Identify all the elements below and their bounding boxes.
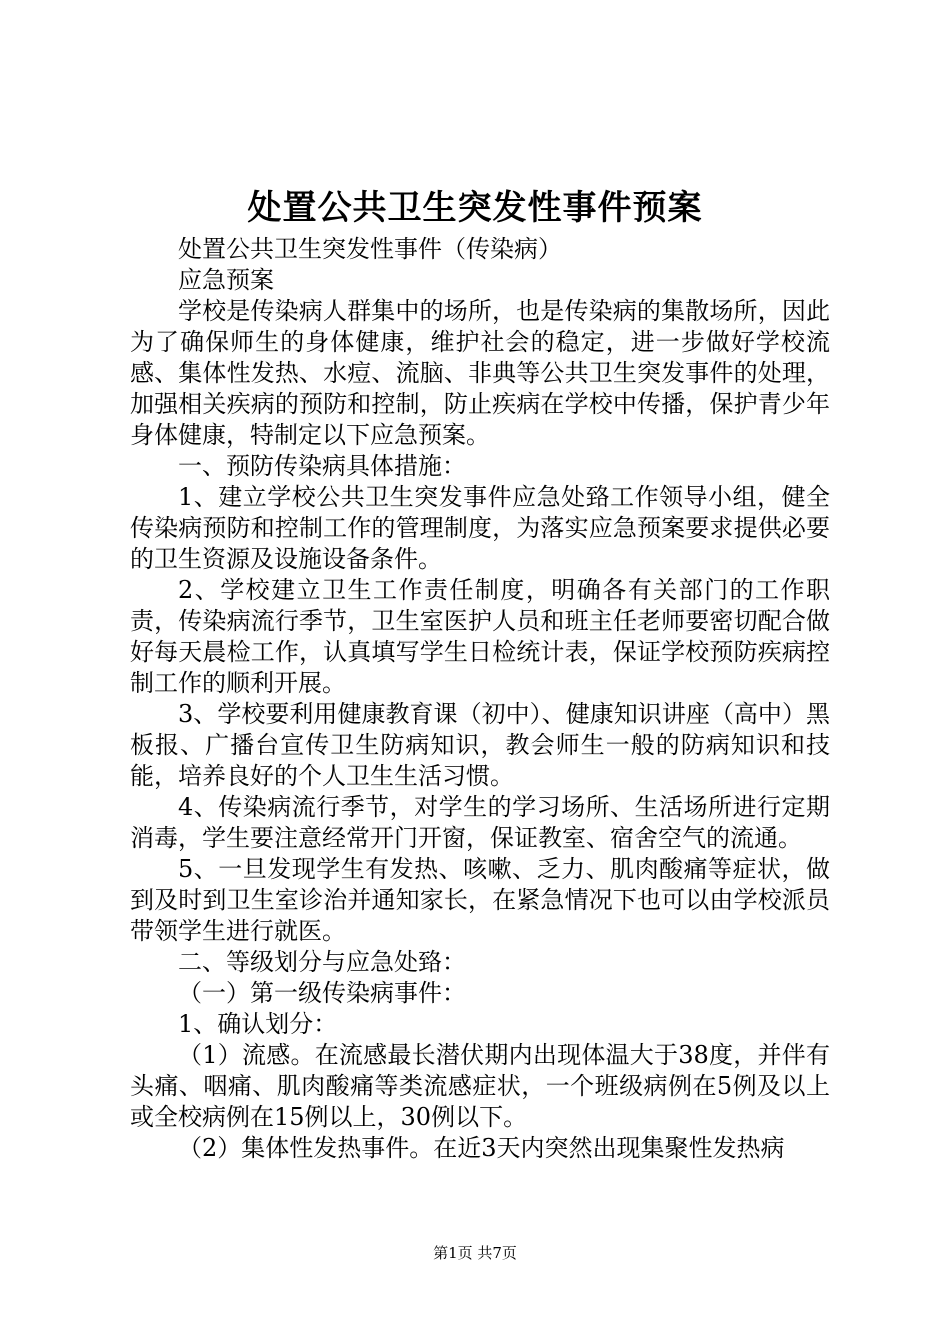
measure-item-2: 2、学校建立卫生工作责任制度，明确各有关部门的工作职责，传染病流行季节，卫生室医护人员和班主任老师要密切配合做好每天晨检工作，认真填写学生日检统计表，保证学校预防疾病控制工作的顺利开展。: [130, 576, 830, 697]
criteria-item-2: （2）集体性发热事件。在近3天内突然出现集聚性发热病: [178, 1134, 785, 1162]
document-body: [130, 234, 830, 1164]
measure-item-1: 1、建立学校公共卫生突发事件应急处臵工作领导小组，健全传染病预防和控制工作的管理制度，为落实应急预案要求提供必要的卫生资源及设施设备条件。: [130, 483, 830, 573]
section-heading-1: 一、预防传染病具体措施：: [178, 452, 466, 480]
item-heading-confirm: 1、确认划分：: [178, 1010, 338, 1038]
intro-paragraph: 学校是传染病人群集中的场所，也是传染病的集散场所，因此为了确保师生的身体健康，维护社会的稳定，进一步做好学校流感、集体性发热、水痘、流脑、非典等公共卫生突发事件的处理，加强相关疾病的预防和控制，防止疾病在学校中传播，保护青少年身体健康，特制定以下应急预案。: [130, 297, 830, 449]
section-heading-2: 二、等级划分与应急处臵：: [178, 948, 466, 976]
measure-item-5: 5、一旦发现学生有发热、咳嗽、乏力、肌肉酸痛等症状，做到及时到卫生室诊治并通知家长，在紧急情况下也可以由学校派员带领学生进行就医。: [130, 855, 830, 945]
subsection-heading-1: （一）第一级传染病事件：: [178, 979, 466, 1007]
measure-item-3: 3、学校要利用健康教育课（初中）、健康知识讲座（高中）黑板报、广播台宣传卫生防病知识，教会师生一般的防病知识和技能，培养良好的个人卫生生活习惯。: [130, 700, 830, 790]
measure-item-4: 4、传染病流行季节，对学生的学习场所、生活场所进行定期消毒，学生要注意经常开门开窗，保证教室、宿舍空气的流通。: [130, 793, 830, 852]
document-title: 处置公共卫生突发性事件预案: [247, 188, 703, 228]
subtitle-line-1: 处置公共卫生突发性事件（传染病）: [178, 235, 562, 263]
subtitle-line-2: 应急预案: [178, 266, 274, 294]
criteria-item-1: （1）流感。在流感最长潜伏期内出现体温大于38度，并伴有头痛、咽痛、肌肉酸痛等类流感症状，一个班级病例在5例及以上或全校病例在15例以上，30例以下。: [130, 1041, 830, 1131]
page-footer: 第1页 共7页: [433, 1244, 517, 1262]
